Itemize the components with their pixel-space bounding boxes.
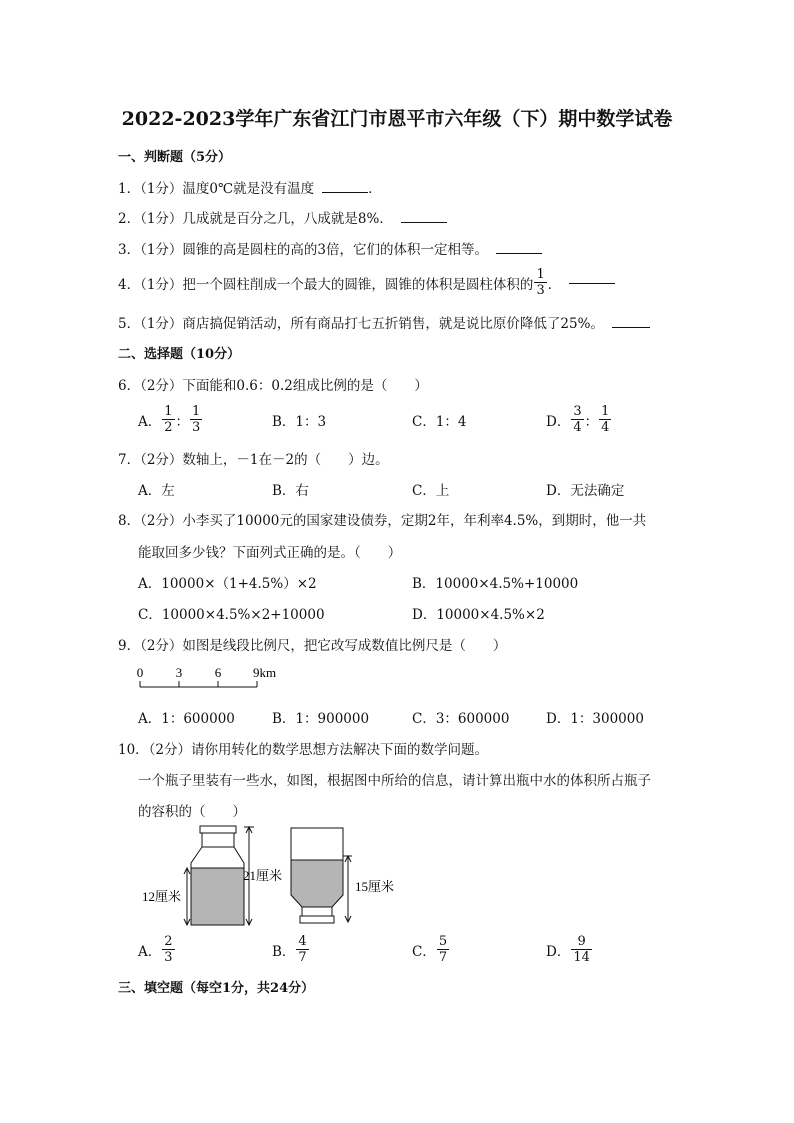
option-10c[interactable] [412,934,450,965]
fraction: $\frac{1}{4}$ [601,404,610,435]
option-8d[interactable]: D．10000×4.5%×2 [412,607,545,623]
option-7a[interactable]: A．左 [138,483,175,499]
fraction: $\frac{9}{14}$ [573,934,590,965]
option-10b[interactable] [272,934,310,965]
question-4-end: ． [547,276,562,293]
option-7c[interactable]: C．上 [412,483,450,499]
line-scale-figure [134,664,284,692]
question-9: 9．（2分）如图是线段比例尺，把它改写成数值比例尺是（ ） [118,638,507,654]
fraction: $\frac{1}{2}$ [164,404,173,435]
option-9b[interactable]: B．1：900000 [272,711,370,727]
question-6: 6．（2分）下面能和0.6：0.2组成比例的是（ ） [118,378,428,394]
ratio-sign: ： [175,413,190,430]
question-1-text: 1．（1分）温度0℃就是没有温度 [118,181,315,197]
option-6d[interactable] [546,404,612,435]
question-2-text: 2．（1分）几成就是百分之几，八成就是8%． [118,211,393,227]
option-label: A． [138,413,162,430]
question-3 [118,238,542,258]
fraction: $\frac{1}{3}$ [536,267,545,298]
section-fill-in: 三、填空题（每空1分，共24分） [118,981,315,996]
ratio-sign: ： [584,413,599,430]
question-10-line-3: 的容积的（ ） [138,804,246,820]
inverted-bottle-air [291,828,343,860]
bottle-height-label: 21厘米 [243,868,283,883]
fraction: $\frac{3}{4}$ [573,404,582,435]
option-8b[interactable]: B．10000×4.5%+10000 [412,576,579,592]
fraction: $\frac{4}{7}$ [298,934,307,965]
question-8-line-1: 8．（2分）小李买了10000元的国家建设债券，定期2年，年利率4.5%，到期时，他一共 [118,513,647,529]
bottle-figure [136,823,402,933]
option-8c[interactable]: C．10000×4.5%×2+10000 [138,607,325,623]
inverted-water-fill [291,860,343,907]
option-label: D． [546,413,571,430]
option-6b[interactable]: B．1：3 [272,414,327,430]
option-7b[interactable]: B．右 [272,483,309,499]
option-6c[interactable]: C．1：4 [412,414,467,430]
question-5-text: 5．（1分）商店搞促销活动，所有商品打七五折销售，就是说比原价降低了25%。 [118,316,604,332]
question-2 [118,207,447,227]
option-label: D． [546,943,571,960]
scale-tick-label-0: 0 [136,665,144,680]
option-label: B． [272,943,296,960]
question-3-text: 3．（1分）圆锥的高是圆柱的高的3倍，它们的体积一定相等。 [118,242,489,258]
water-fill [191,868,244,925]
section-judgement: 一、判断题（5分） [118,150,232,165]
option-9d[interactable]: D．1：300000 [546,711,644,727]
fraction: $\frac{2}{3}$ [164,934,173,965]
scale-tick-label-6: 6 [214,665,222,680]
option-label: C． [412,943,436,960]
inverted-bottle-cap [300,916,334,923]
option-6a[interactable] [138,404,203,435]
section-choice: 二、选择题（10分） [118,347,241,362]
fraction: $\frac{5}{7}$ [438,934,448,965]
option-7d[interactable]: D．无法确定 [546,483,625,499]
inverted-bottle-neck [302,907,332,916]
fraction: $\frac{1}{3}$ [192,404,201,435]
scale-tick-label-3: 3 [175,665,183,680]
question-4-text: 4．（1分）把一个圆柱削成一个最大的圆锥，圆锥的体积是圆柱体积的 [118,276,534,293]
page-title: 2022-2023学年广东省江门市恩平市六年级（下）期中数学试卷 [121,108,673,130]
air-height-label: 15厘米 [355,879,395,894]
question-5 [118,312,650,332]
question-1 [118,177,382,197]
question-1-end: ． [368,181,382,197]
question-7: 7．（2分）数轴上，－1在－2的（ ）边。 [118,452,389,468]
scale-tick-label-9km: 9km [253,665,277,680]
answer-blank[interactable] [569,282,615,284]
water-height-label: 12厘米 [142,889,182,904]
answer-blank[interactable] [612,326,650,328]
option-8a[interactable]: A．10000×（1+4.5%）×2 [138,576,317,592]
option-label: A． [138,943,162,960]
answer-blank[interactable] [401,221,447,223]
bottle-cap [200,826,236,833]
option-10a[interactable] [138,934,176,965]
option-9c[interactable]: C．3：600000 [412,711,510,727]
answer-blank[interactable] [496,252,542,254]
question-10-line-1: 10．（2分）请你用转化的数学思想方法解决下面的数学问题。 [118,742,489,758]
answer-blank[interactable] [322,191,368,193]
question-10-line-2: 一个瓶子里装有一些水，如图，根据图中所给的信息，请计算出瓶中水的体积所占瓶子 [138,773,651,789]
question-8-line-2: 能取回多少钱？下面列式正确的是。（ ） [138,545,402,561]
option-9a[interactable]: A．1：600000 [138,711,235,727]
option-10d[interactable] [546,934,593,965]
question-4 [118,267,615,298]
bottle-neck [202,833,234,847]
